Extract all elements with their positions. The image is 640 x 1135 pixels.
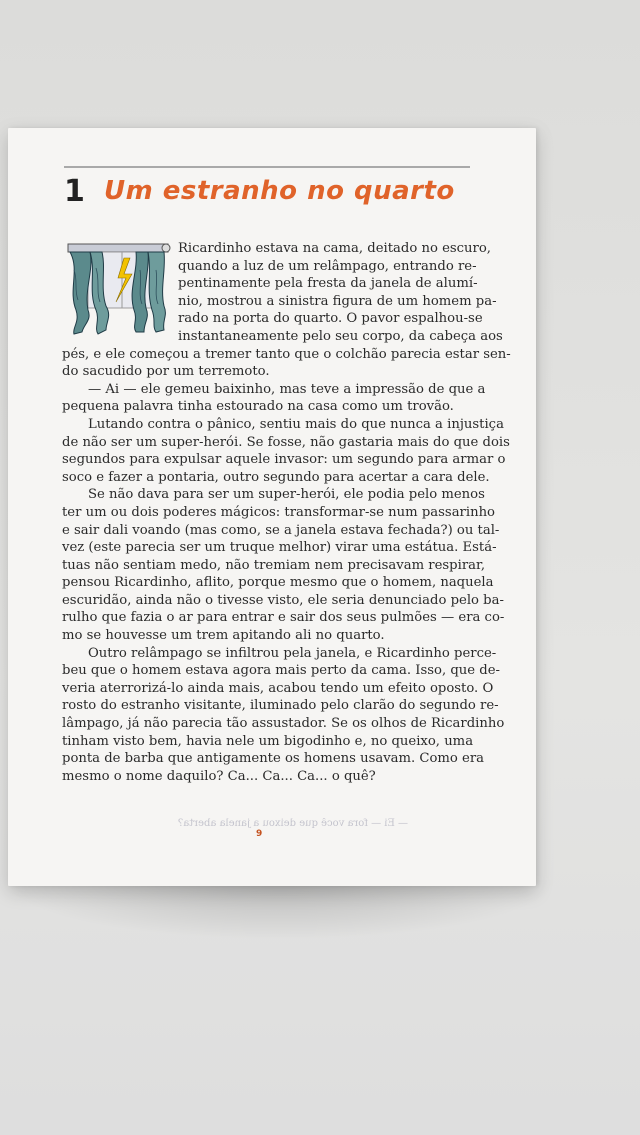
text-line: nio, mostrou a sinistra figura de um homem pa- xyxy=(178,293,497,309)
page-number: 9 xyxy=(256,829,263,839)
text-line: veria aterrorizá-lo ainda mais, acabou tendo um efeito oposto. O xyxy=(62,680,494,696)
text-line: pensou Ricardinho, aflito, porque mesmo que o homem, naquela xyxy=(62,575,494,591)
text-line: Se não dava para ser um super-herói, ele podia pelo menos xyxy=(88,487,485,503)
text-line: beu que o homem estava agora mais perto da cama. Isso, que de- xyxy=(62,663,500,679)
text-line: mo se houvesse um trem apitando ali no quarto. xyxy=(62,628,385,644)
text-line: soco e fazer a pontaria, outro segundo para acertar a cara dele. xyxy=(62,469,490,485)
text-line: instantaneamente pelo seu corpo, da cabeça aos xyxy=(178,328,503,344)
text-line: do sacudido por um terremoto. xyxy=(62,364,270,380)
text-line: Ricardinho estava na cama, deitado no escuro, xyxy=(178,241,491,256)
body-text xyxy=(62,240,511,785)
text-line: tuas não sentiam medo, não tremiam nem precisavam respirar, xyxy=(62,557,486,573)
text-line: de não ser um super-herói. Se fosse, não gastaria mais do que dois xyxy=(62,434,510,450)
text-line: segundos para expulsar aquele invasor: um segundo para armar o xyxy=(62,452,506,468)
text-line: pequena palavra tinha estourado na casa como um trovão. xyxy=(62,399,454,415)
text-line: tinham visto bem, havia nele um bigodinho e, no queixo, uma xyxy=(62,733,474,749)
text-line: mesmo o nome daquilo? Ca... Ca... Ca... o quê? xyxy=(62,768,376,784)
page-shadow xyxy=(0,880,560,940)
text-line: pentinamente pela fresta da janela de alumí- xyxy=(178,276,478,292)
text-line: pés, e ele começou a tremer tanto que o colchão parecia estar sen- xyxy=(62,346,511,362)
text-line: rosto do estranho visitante, iluminado pelo clarão do segundo re- xyxy=(62,698,499,714)
text-line: Outro relâmpago se infiltrou pela janela, e Ricardinho perce- xyxy=(88,645,497,661)
text-line: vez (este parecia ser um truque melhor) virar uma estátua. Está- xyxy=(62,540,497,556)
text-line: ponta de barba que antigamente os homens usavam. Como era xyxy=(62,751,485,767)
text-line: quando a luz de um relâmpago, entrando re- xyxy=(178,258,477,274)
chapter-rule xyxy=(64,166,470,168)
chapter-number: 1 xyxy=(64,174,84,209)
chapter-title: Um estranho no quarto xyxy=(104,176,455,206)
text-line: e sair dali voando (mas como, se a janela estava fechada?) ou tal- xyxy=(62,522,500,538)
bleed-through-text: — Ei — fora você que deixou a janela aberta? xyxy=(177,818,408,829)
text-line: Lutando contra o pânico, sentiu mais do que nunca a injustiça xyxy=(88,416,504,432)
text-line: escuridão, ainda não o tivesse visto, ele seria denunciado pelo ba- xyxy=(62,592,504,608)
text-line: — Ai — ele gemeu baixinho, mas teve a impressão de que a xyxy=(88,381,486,397)
text-line: ter um ou dois poderes mágicos: transformar-se num passarinho xyxy=(62,504,495,520)
text-line: rulho que fazia o ar para entrar e sair dos seus pulmões — era co- xyxy=(62,610,505,626)
text-line: rado na porta do quarto. O pavor espalhou-se xyxy=(178,311,483,327)
text-line: lâmpago, já não parecia tão assustador. Se os olhos de Ricardinho xyxy=(62,716,505,732)
